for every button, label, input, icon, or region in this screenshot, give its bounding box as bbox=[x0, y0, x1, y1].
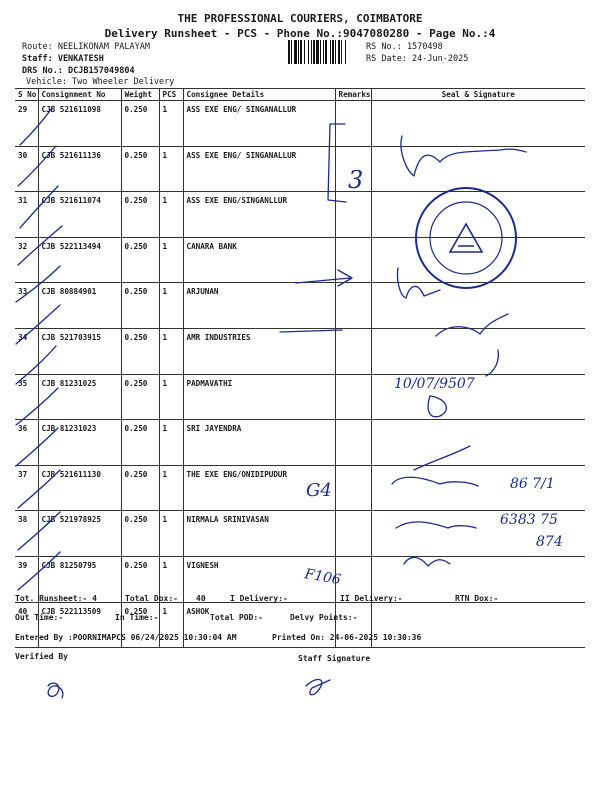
cell-sno: 29 bbox=[15, 101, 38, 147]
cell-weight: 0.250 bbox=[121, 146, 159, 192]
cell-weight: 0.250 bbox=[121, 465, 159, 511]
printed-on: Printed On: 24-06-2025 10:30:36 bbox=[272, 633, 422, 642]
table-row bbox=[15, 374, 585, 420]
cell-signature bbox=[371, 283, 585, 329]
verified-by: Verified By bbox=[15, 652, 68, 661]
total-dox-label: Total Dox:- bbox=[125, 594, 178, 603]
cell-consignee: ASHOK bbox=[183, 602, 335, 648]
cell-sno: 31 bbox=[15, 192, 38, 238]
cell-consignment: CJB 80884901 bbox=[38, 283, 121, 329]
cell-signature bbox=[371, 328, 585, 374]
cell-weight: 0.250 bbox=[121, 511, 159, 557]
cell-consignee: THE EXE ENG/ONIDIPUDUR bbox=[183, 465, 335, 511]
cell-sno: 37 bbox=[15, 465, 38, 511]
cell-consignee: AMR INDUSTRIES bbox=[183, 328, 335, 374]
cell-consignee: ASS EXE ENG/SINGANLLUR bbox=[183, 192, 335, 238]
phone-note-b: 6383 75 bbox=[500, 512, 558, 528]
date-note: 10/07/9507 bbox=[394, 376, 475, 392]
cell-pcs: 1 bbox=[159, 420, 183, 466]
staff-label: Staff: VENKATESH bbox=[22, 54, 104, 64]
cell-sno: 38 bbox=[15, 511, 38, 557]
cell-weight: 0.250 bbox=[121, 192, 159, 238]
col-consignment: Consignment No bbox=[38, 89, 121, 101]
cell-remarks bbox=[335, 101, 371, 147]
cell-signature bbox=[371, 420, 585, 466]
cell-weight: 0.250 bbox=[121, 420, 159, 466]
i-delivery: I Delivery:- bbox=[230, 594, 288, 603]
cell-remarks bbox=[335, 328, 371, 374]
cell-sno: 34 bbox=[15, 328, 38, 374]
cell-signature bbox=[371, 101, 585, 147]
cell-consignee: ASS EXE ENG/ SINGANALLUR bbox=[183, 146, 335, 192]
cell-sno: 40 bbox=[15, 602, 38, 648]
cell-remarks bbox=[335, 511, 371, 557]
cell-remarks bbox=[335, 283, 371, 329]
cell-consignment: CJB 521978925 bbox=[38, 511, 121, 557]
table-header-row bbox=[15, 89, 585, 101]
table-row bbox=[15, 556, 585, 602]
cell-signature bbox=[371, 146, 585, 192]
company-title: THE PROFESSIONAL COURIERS, COIMBATORE bbox=[177, 12, 423, 25]
cell-sno: 35 bbox=[15, 374, 38, 420]
cell-signature bbox=[371, 511, 585, 557]
entered-by: Entered By :POORNIMAPCS 06/24/2025 10:30:04 AM bbox=[15, 633, 237, 642]
cell-sno: 39 bbox=[15, 556, 38, 602]
ii-delivery: II Delivery:- bbox=[340, 594, 403, 603]
rtn-dox: RTN Dox:- bbox=[455, 594, 499, 603]
cell-pcs: 1 bbox=[159, 511, 183, 557]
verified-initials bbox=[48, 683, 63, 698]
cell-pcs: 1 bbox=[159, 602, 183, 648]
cell-signature bbox=[371, 465, 585, 511]
cell-consignment: CJB 521611074 bbox=[38, 192, 121, 238]
cell-weight: 0.250 bbox=[121, 101, 159, 147]
route-label: Route: NEELIKONAM PALAYAM bbox=[22, 42, 150, 52]
cell-remarks bbox=[335, 465, 371, 511]
cell-weight: 0.250 bbox=[121, 374, 159, 420]
cell-remarks bbox=[335, 146, 371, 192]
table-row bbox=[15, 465, 585, 511]
table-row bbox=[15, 237, 585, 283]
cell-consignee: PADMAVATHI bbox=[183, 374, 335, 420]
cell-pcs: 1 bbox=[159, 465, 183, 511]
bracket-count: 3 bbox=[348, 166, 364, 194]
table-row bbox=[15, 101, 585, 147]
runsheet-table bbox=[15, 88, 585, 648]
table-row bbox=[15, 283, 585, 329]
cell-sno: 33 bbox=[15, 283, 38, 329]
cell-remarks bbox=[335, 237, 371, 283]
phone-note-c: 874 bbox=[536, 534, 563, 550]
table-row bbox=[15, 192, 585, 238]
cell-pcs: 1 bbox=[159, 556, 183, 602]
cell-consignment: CJB 522113494 bbox=[38, 237, 121, 283]
tot-runsheet: Tot. Runsheet:- 4 bbox=[15, 594, 97, 603]
total-dox-value: 40 bbox=[196, 594, 206, 603]
cell-sno: 36 bbox=[15, 420, 38, 466]
staff-signature-label: Staff Signature bbox=[298, 654, 371, 663]
cell-consignee: SRI JAYENDRA bbox=[183, 420, 335, 466]
table-row bbox=[15, 511, 585, 557]
total-pod: Total POD:- bbox=[210, 613, 263, 622]
cell-pcs: 1 bbox=[159, 192, 183, 238]
col-seal: Seal & Signature bbox=[371, 89, 585, 101]
cell-pcs: 1 bbox=[159, 283, 183, 329]
f106-note: F106 bbox=[303, 566, 342, 589]
cell-consignment: CJB 521611136 bbox=[38, 146, 121, 192]
cell-pcs: 1 bbox=[159, 101, 183, 147]
table-row bbox=[15, 146, 585, 192]
drs-number: DRS No.: DCJB157049804 bbox=[22, 66, 135, 76]
rs-date: RS Date: 24-Jun-2025 bbox=[366, 54, 469, 64]
cell-signature bbox=[371, 192, 585, 238]
cell-remarks bbox=[335, 192, 371, 238]
cell-sno: 30 bbox=[15, 146, 38, 192]
cell-weight: 0.250 bbox=[121, 602, 159, 648]
cell-remarks bbox=[335, 374, 371, 420]
in-time: In Time:- bbox=[115, 613, 159, 622]
cell-consignment: CJB 81250795 bbox=[38, 556, 121, 602]
cell-weight: 0.250 bbox=[121, 328, 159, 374]
cell-sno: 32 bbox=[15, 237, 38, 283]
col-consignee: Consignee Details bbox=[183, 89, 335, 101]
cell-signature bbox=[371, 374, 585, 420]
cell-remarks bbox=[335, 420, 371, 466]
barcode-image bbox=[288, 40, 360, 64]
cell-pcs: 1 bbox=[159, 328, 183, 374]
cell-consignment: CJB 521611098 bbox=[38, 101, 121, 147]
vehicle-label: Vehicle: Two Wheeler Delivery bbox=[26, 77, 175, 87]
cell-pcs: 1 bbox=[159, 146, 183, 192]
col-sno: S No bbox=[15, 89, 38, 101]
runsheet-subtitle: Delivery Runsheet - PCS - Phone No.:9047080280 - Page No.:4 bbox=[104, 27, 496, 40]
phone-note-a: 86 7/1 bbox=[510, 476, 555, 492]
cell-consignee: CANARA BANK bbox=[183, 237, 335, 283]
cell-weight: 0.250 bbox=[121, 283, 159, 329]
col-remarks: Remarks bbox=[335, 89, 371, 101]
cell-consignment: CJB 522113509 bbox=[38, 602, 121, 648]
cell-consignment: CJB 81231023 bbox=[38, 420, 121, 466]
cell-consignee: ASS EXE ENG/ SINGANALLUR bbox=[183, 101, 335, 147]
col-pcs: PCS bbox=[159, 89, 183, 101]
cell-signature bbox=[371, 237, 585, 283]
delvy-points: Delvy Points:- bbox=[290, 613, 358, 622]
col-weight: Weight bbox=[121, 89, 159, 101]
cell-weight: 0.250 bbox=[121, 556, 159, 602]
cell-consignee: VIGNESH bbox=[183, 556, 335, 602]
cell-consignee: NIRMALA SRINIVASAN bbox=[183, 511, 335, 557]
cell-consignee: ARJUNAN bbox=[183, 283, 335, 329]
cell-weight: 0.250 bbox=[121, 237, 159, 283]
cell-consignment: CJB 81231025 bbox=[38, 374, 121, 420]
rs-number: RS No.: 1570498 bbox=[366, 42, 443, 52]
cell-pcs: 1 bbox=[159, 374, 183, 420]
staff-initials bbox=[306, 679, 330, 694]
cell-consignment: CJB 521703915 bbox=[38, 328, 121, 374]
cell-consignment: CJB 521611130 bbox=[38, 465, 121, 511]
table-row bbox=[15, 420, 585, 466]
table-row bbox=[15, 328, 585, 374]
cell-pcs: 1 bbox=[159, 237, 183, 283]
out-time: Out Time:- bbox=[15, 613, 64, 622]
g4-note: G4 bbox=[306, 480, 332, 501]
